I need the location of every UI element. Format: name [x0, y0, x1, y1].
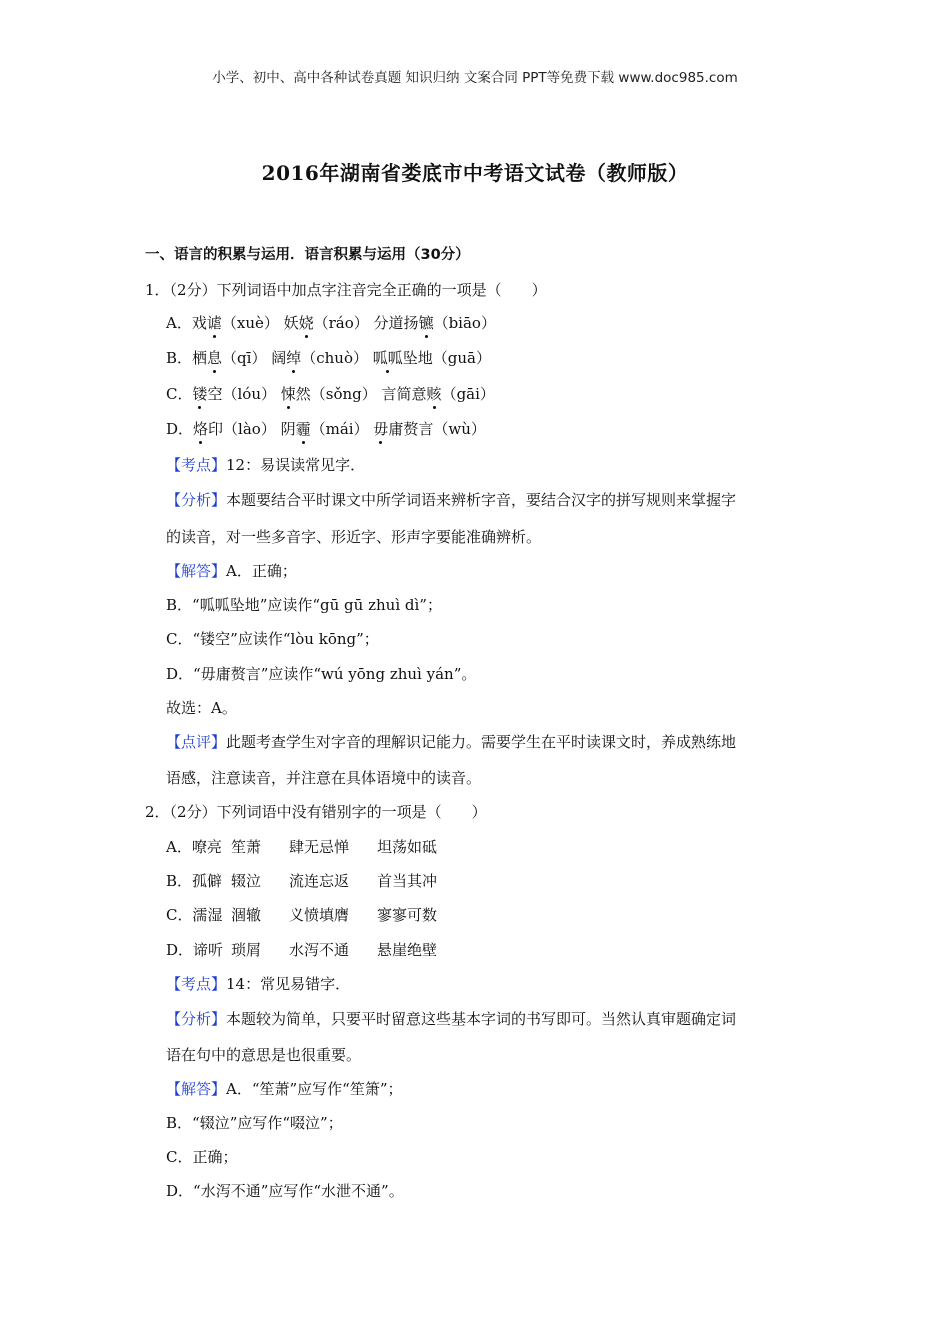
- q2-option-c: C．濡湿 涸辙 义愤填膺 寥寥可数: [166, 906, 438, 924]
- kaodian-tag: 【考点】: [166, 456, 227, 474]
- q1-choice: 故选：A。: [166, 699, 237, 717]
- q1-fenxi-cont: 的读音，对一些多音字、形近字、形声字要能准确辨析。: [166, 528, 542, 546]
- fenxi-tag: 【分析】: [166, 491, 227, 509]
- q1-option-d: D．烙印（lào） 阴霾（mái） 毋庸赘言（wù）: [166, 420, 486, 438]
- q1-jieda-b: B．“呱呱坠地”应读作“gū gū zhuì dì”；: [166, 596, 442, 614]
- q1-fenxi: 【分析】本题要结合平时课文中所学词语来辨析字音，要结合汉字的拼写规则来掌握字: [166, 491, 737, 509]
- q1-jieda-c: C．“镂空”应读作“lòu kōng”；: [166, 630, 379, 648]
- jieda-tag: 【解答】: [166, 562, 227, 580]
- jieda-tag: 【解答】: [166, 1080, 227, 1098]
- q2-kaodian: 【考点】14：常见易错字．: [166, 975, 351, 993]
- q2-stem: 2．（2分）下列词语中没有错别字的一项是（ ）: [145, 803, 487, 821]
- q2-option-a: A．嘹亮 笙萧 肆无忌惮 坦荡如砥: [166, 838, 438, 856]
- q2-fenxi: 【分析】本题较为简单，只要平时留意这些基本字词的书写即可。当然认真审题确定词: [166, 1010, 737, 1028]
- q1-jieda-d: D．“毋庸赘言”应读作“wú yōng zhuì yán”。: [166, 665, 477, 683]
- q1-dianping: 【点评】此题考查学生对字音的理解识记能力。需要学生在平时读课文时，养成熟练地: [166, 733, 737, 751]
- q2-option-b: B．孤僻 辍泣 流连忘返 首当其冲: [166, 872, 438, 890]
- q1-kaodian: 【考点】12：易误读常见字．: [166, 456, 366, 474]
- fenxi-tag: 【分析】: [166, 1010, 227, 1028]
- q1-dianping-cont: 语感，注意读音，并注意在具体语境中的读音。: [166, 769, 482, 787]
- page-header: 小学、初中、高中各种试卷真题 知识归纳 文案合同 PPT等免费下载 www.doc985.com: [212, 70, 738, 86]
- q1-option-b: B．栖息（qī） 阔绰（chuò） 呱呱坠地（guā）: [166, 349, 491, 367]
- q2-jieda-d: D．“水泻不通”应写作“水泄不通”。: [166, 1182, 404, 1200]
- q2-jieda-c: C．正确；: [166, 1148, 238, 1166]
- q1-option-a: A．戏谑（xuè） 妖娆（ráo） 分道扬镳（biāo）: [166, 314, 496, 332]
- document-title: 2016年湖南省娄底市中考语文试卷（教师版）: [261, 161, 689, 185]
- q1-option-c: C．镂空（lóu） 悚然（sǒng） 言简意赅（gāi）: [166, 385, 495, 403]
- section-heading: 一、语言的积累与运用．语言积累与运用（30分）: [145, 247, 470, 263]
- dianping-tag: 【点评】: [166, 733, 227, 751]
- q2-fenxi-cont: 语在句中的意思是也很重要。: [166, 1046, 362, 1064]
- kaodian-tag: 【考点】: [166, 975, 227, 993]
- q2-option-d: D．谛听 琐屑 水泻不通 悬崖绝壁: [166, 941, 438, 959]
- q2-jieda-b: B．“辍泣”应写作“啜泣”；: [166, 1114, 343, 1132]
- q1-jieda: 【解答】A．正确；: [166, 562, 297, 580]
- q2-jieda: 【解答】A．“笙萧”应写作“笙箫”；: [166, 1080, 403, 1098]
- q1-stem: 1．（2分）下列词语中加点字注音完全正确的一项是（ ）: [145, 281, 547, 299]
